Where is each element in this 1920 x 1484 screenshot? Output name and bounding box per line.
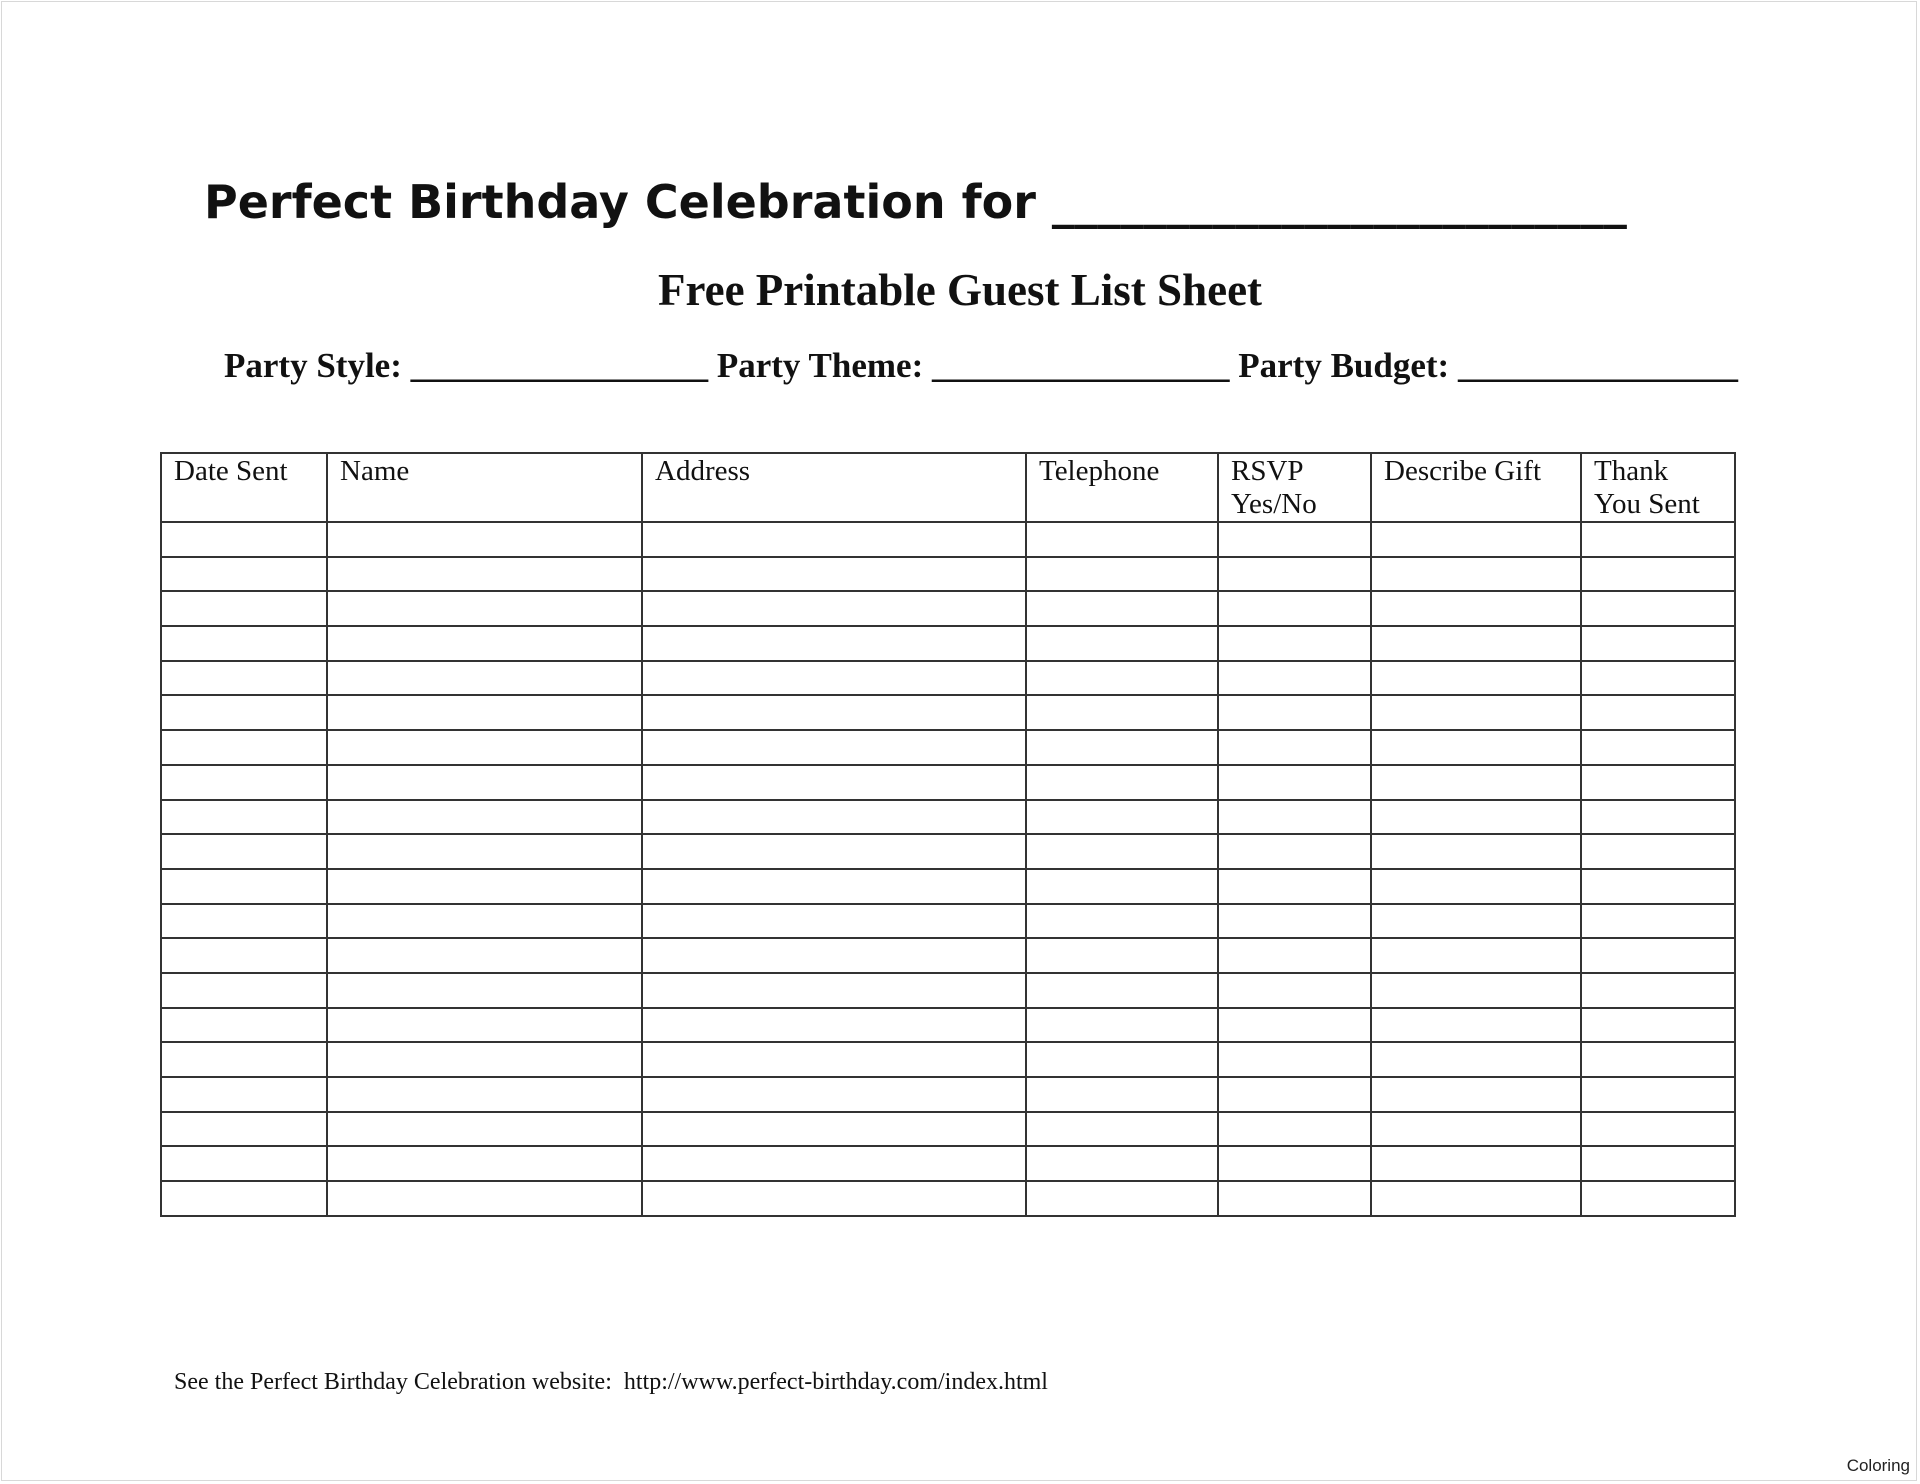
table-cell xyxy=(642,973,1026,1008)
guest-list-table xyxy=(160,452,1736,1217)
table-cell xyxy=(161,1181,327,1216)
table-cell xyxy=(327,973,642,1008)
table-cell xyxy=(1218,938,1371,973)
table-cell xyxy=(1371,1146,1581,1181)
table-cell xyxy=(1026,661,1218,696)
table-row xyxy=(161,800,1735,835)
table-cell xyxy=(642,730,1026,765)
table-cell xyxy=(327,869,642,904)
table-cell xyxy=(327,904,642,939)
table-cell xyxy=(1371,800,1581,835)
table-cell xyxy=(161,591,327,626)
table-cell xyxy=(1371,1181,1581,1216)
table-row xyxy=(161,1112,1735,1147)
table-cell xyxy=(161,869,327,904)
table-cell xyxy=(1218,1077,1371,1112)
table-cell xyxy=(1026,1146,1218,1181)
table-cell xyxy=(161,1008,327,1043)
table-cell xyxy=(1026,904,1218,939)
table-cell xyxy=(1371,765,1581,800)
table-cell xyxy=(1581,938,1735,973)
table-cell xyxy=(642,1181,1026,1216)
table-row xyxy=(161,591,1735,626)
table-cell xyxy=(1218,1181,1371,1216)
table-cell xyxy=(1218,661,1371,696)
table-cell xyxy=(1371,522,1581,557)
table-cell xyxy=(161,626,327,661)
table-cell xyxy=(1581,869,1735,904)
table-cell xyxy=(642,626,1026,661)
table-cell xyxy=(1218,1008,1371,1043)
table-cell xyxy=(327,522,642,557)
table-cell xyxy=(161,1112,327,1147)
table-cell xyxy=(161,522,327,557)
column-header-rsvp: RSVP Yes/No xyxy=(1218,453,1371,522)
table-cell xyxy=(1026,800,1218,835)
table-cell xyxy=(1581,557,1735,592)
table-row xyxy=(161,522,1735,557)
table-cell xyxy=(1026,765,1218,800)
table-cell xyxy=(161,938,327,973)
table-row xyxy=(161,661,1735,696)
table-cell xyxy=(1581,522,1735,557)
table-cell xyxy=(327,1146,642,1181)
table-cell xyxy=(1371,557,1581,592)
table-cell xyxy=(1026,1112,1218,1147)
table-row xyxy=(161,695,1735,730)
table-cell xyxy=(1218,522,1371,557)
table-cell xyxy=(327,557,642,592)
table-cell xyxy=(1581,1077,1735,1112)
guest-table-body xyxy=(161,522,1735,1216)
column-header-thank-you-sent: Thank You Sent xyxy=(1581,453,1735,522)
table-cell xyxy=(327,1181,642,1216)
table-cell xyxy=(642,661,1026,696)
table-cell xyxy=(161,1146,327,1181)
table-cell xyxy=(1026,730,1218,765)
table-row xyxy=(161,1181,1735,1216)
page-subtitle: Free Printable Guest List Sheet xyxy=(657,265,1263,315)
table-cell xyxy=(1581,626,1735,661)
table-cell xyxy=(1581,591,1735,626)
table-cell xyxy=(1371,904,1581,939)
table-cell xyxy=(161,904,327,939)
table-cell xyxy=(327,800,642,835)
table-cell xyxy=(1581,1146,1735,1181)
table-cell xyxy=(642,869,1026,904)
table-cell xyxy=(642,1042,1026,1077)
table-cell xyxy=(642,557,1026,592)
table-cell xyxy=(1581,661,1735,696)
table-cell xyxy=(642,591,1026,626)
table-cell xyxy=(1026,834,1218,869)
table-cell xyxy=(1218,1146,1371,1181)
table-cell xyxy=(1218,626,1371,661)
table-cell xyxy=(1581,1181,1735,1216)
table-cell xyxy=(1218,834,1371,869)
table-cell xyxy=(1371,834,1581,869)
table-cell xyxy=(642,904,1026,939)
table-cell xyxy=(161,1077,327,1112)
table-cell xyxy=(1218,765,1371,800)
table-cell xyxy=(642,522,1026,557)
table-cell xyxy=(161,973,327,1008)
table-cell xyxy=(1026,557,1218,592)
table-row xyxy=(161,869,1735,904)
table-cell xyxy=(642,1077,1026,1112)
table-cell xyxy=(642,938,1026,973)
column-header-address: Address xyxy=(642,453,1026,522)
table-cell xyxy=(1581,730,1735,765)
table-row xyxy=(161,1042,1735,1077)
table-cell xyxy=(1218,869,1371,904)
table-cell xyxy=(1026,938,1218,973)
table-cell xyxy=(161,800,327,835)
table-cell xyxy=(327,626,642,661)
table-row xyxy=(161,557,1735,592)
table-cell xyxy=(1371,730,1581,765)
watermark: Coloring xyxy=(1846,1456,1910,1475)
table-cell xyxy=(1218,730,1371,765)
party-theme-field: Party Theme: _________________ xyxy=(716,346,1239,385)
table-cell xyxy=(161,557,327,592)
table-cell xyxy=(1026,522,1218,557)
table-cell xyxy=(161,661,327,696)
table-cell xyxy=(1371,869,1581,904)
table-cell xyxy=(1371,661,1581,696)
column-header-name: Name xyxy=(327,453,642,522)
table-cell xyxy=(642,1112,1026,1147)
table-cell xyxy=(161,1042,327,1077)
table-cell xyxy=(161,730,327,765)
table-cell xyxy=(327,730,642,765)
table-cell xyxy=(642,834,1026,869)
column-header-describe-gift: Describe Gift xyxy=(1371,453,1581,522)
column-header-date-sent: Date Sent xyxy=(161,453,327,522)
table-row xyxy=(161,765,1735,800)
table-cell xyxy=(1218,591,1371,626)
table-cell xyxy=(1371,938,1581,973)
table-cell xyxy=(1371,695,1581,730)
table-cell xyxy=(1371,1112,1581,1147)
table-row xyxy=(161,938,1735,973)
table-cell xyxy=(1581,765,1735,800)
table-header-row xyxy=(161,453,1735,522)
table-cell xyxy=(327,1077,642,1112)
table-cell xyxy=(327,591,642,626)
footer-website-note: See the Perfect Birthday Celebration website: http://www.perfect-birthday.com/index.html xyxy=(174,1369,1048,1395)
table-cell xyxy=(1026,1077,1218,1112)
table-row xyxy=(161,1008,1735,1043)
table-cell xyxy=(1218,557,1371,592)
party-style-field: Party Style: _________________ xyxy=(224,346,717,385)
table-cell xyxy=(642,1146,1026,1181)
table-cell xyxy=(1026,869,1218,904)
table-cell xyxy=(642,1008,1026,1043)
table-cell xyxy=(1371,626,1581,661)
table-cell xyxy=(327,695,642,730)
table-cell xyxy=(1026,1181,1218,1216)
table-cell xyxy=(1371,1077,1581,1112)
table-row xyxy=(161,834,1735,869)
page-title: Perfect Birthday Celebration for _________________________ xyxy=(204,175,1627,229)
table-cell xyxy=(1581,1008,1735,1043)
table-cell xyxy=(1581,904,1735,939)
table-cell xyxy=(642,800,1026,835)
table-cell xyxy=(161,695,327,730)
table-cell xyxy=(1026,591,1218,626)
table-cell xyxy=(1218,1042,1371,1077)
table-row xyxy=(161,1077,1735,1112)
table-cell xyxy=(161,834,327,869)
table-row xyxy=(161,730,1735,765)
table-cell xyxy=(1371,1008,1581,1043)
table-cell xyxy=(161,765,327,800)
table-cell xyxy=(1218,973,1371,1008)
table-cell xyxy=(327,834,642,869)
table-row xyxy=(161,904,1735,939)
table-row xyxy=(161,1146,1735,1181)
table-cell xyxy=(1026,1042,1218,1077)
table-cell xyxy=(1581,1112,1735,1147)
table-cell xyxy=(1026,626,1218,661)
table-cell xyxy=(1581,1042,1735,1077)
table-cell xyxy=(1218,695,1371,730)
table-cell xyxy=(327,1112,642,1147)
table-cell xyxy=(1218,800,1371,835)
table-cell xyxy=(1581,695,1735,730)
party-fields xyxy=(224,342,1744,390)
table-cell xyxy=(1026,973,1218,1008)
table-cell xyxy=(1371,1042,1581,1077)
table-cell xyxy=(1371,591,1581,626)
table-cell xyxy=(642,765,1026,800)
column-header-telephone: Telephone xyxy=(1026,453,1218,522)
table-cell xyxy=(1026,1008,1218,1043)
party-budget-field: Party Budget: ________________ xyxy=(1238,346,1738,385)
table-cell xyxy=(1026,695,1218,730)
table-cell xyxy=(1218,1112,1371,1147)
table-cell xyxy=(327,765,642,800)
table-cell xyxy=(1581,834,1735,869)
table-cell xyxy=(1581,973,1735,1008)
table-row xyxy=(161,973,1735,1008)
table-cell xyxy=(327,1042,642,1077)
table-cell xyxy=(1371,973,1581,1008)
table-cell xyxy=(1581,800,1735,835)
table-row xyxy=(161,626,1735,661)
table-cell xyxy=(642,695,1026,730)
table-cell xyxy=(1218,904,1371,939)
table-cell xyxy=(327,938,642,973)
table-cell xyxy=(327,661,642,696)
table-cell xyxy=(327,1008,642,1043)
